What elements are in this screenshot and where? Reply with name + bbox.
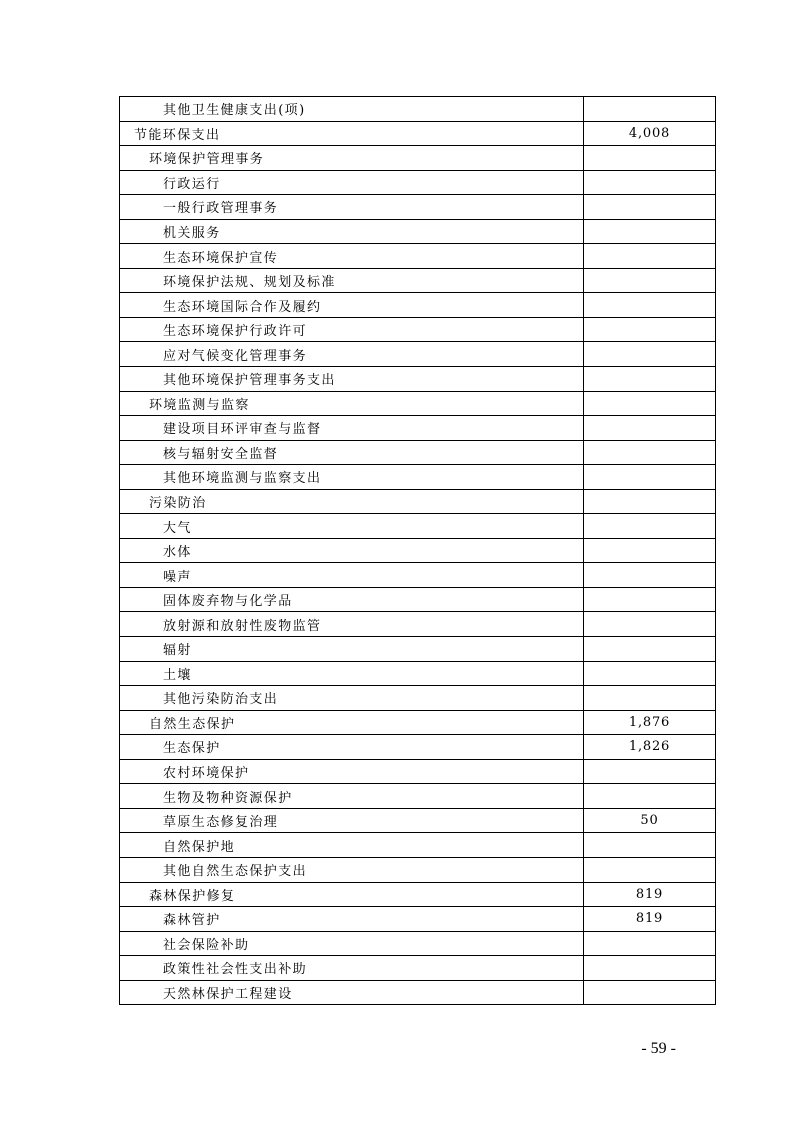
row-item-name: 噪声 xyxy=(120,563,584,588)
row-item-name: 环境监测与监察 xyxy=(120,391,584,416)
row-item-name: 行政运行 xyxy=(120,170,584,195)
table-row xyxy=(120,195,716,220)
row-item-name: 放射源和放射性废物监管 xyxy=(120,612,584,637)
page-number: - 59 - xyxy=(641,1040,676,1057)
row-item-name: 天然林保护工程建设 xyxy=(120,980,584,1005)
row-item-name: 其他卫生健康支出(项) xyxy=(120,97,584,122)
table-row xyxy=(120,661,716,686)
row-item-amount xyxy=(584,195,716,220)
table-row xyxy=(120,833,716,858)
row-item-name: 污染防治 xyxy=(120,489,584,514)
row-item-amount xyxy=(584,342,716,367)
table-body xyxy=(120,97,716,1005)
table-row xyxy=(120,121,716,146)
table-row xyxy=(120,907,716,932)
row-item-amount xyxy=(584,538,716,563)
table-row xyxy=(120,367,716,392)
table-row xyxy=(120,980,716,1005)
table-row xyxy=(120,956,716,981)
row-item-amount xyxy=(584,97,716,122)
table-row xyxy=(120,391,716,416)
row-item-amount xyxy=(584,219,716,244)
row-item-name: 环境保护管理事务 xyxy=(120,146,584,171)
row-item-name: 森林管护 xyxy=(120,907,584,932)
row-item-name: 建设项目环评审查与监督 xyxy=(120,416,584,441)
row-item-name: 生物及物种资源保护 xyxy=(120,784,584,809)
row-item-name: 水体 xyxy=(120,538,584,563)
row-item-name: 应对气候变化管理事务 xyxy=(120,342,584,367)
table-row xyxy=(120,808,716,833)
row-item-amount: 50 xyxy=(584,808,716,833)
row-item-amount xyxy=(584,661,716,686)
row-item-name: 节能环保支出 xyxy=(120,121,584,146)
row-item-amount xyxy=(584,293,716,318)
row-item-amount xyxy=(584,637,716,662)
row-item-name: 生态环境保护行政许可 xyxy=(120,317,584,342)
table-row xyxy=(120,612,716,637)
row-item-name: 其他环境监测与监察支出 xyxy=(120,465,584,490)
row-item-amount: 1,826 xyxy=(584,735,716,760)
table-row xyxy=(120,637,716,662)
table-row xyxy=(120,97,716,122)
row-item-name: 土壤 xyxy=(120,661,584,686)
row-item-amount xyxy=(584,587,716,612)
row-item-amount xyxy=(584,784,716,809)
table-row xyxy=(120,538,716,563)
table-row xyxy=(120,416,716,441)
row-item-amount xyxy=(584,391,716,416)
table-row xyxy=(120,170,716,195)
table-row xyxy=(120,931,716,956)
row-item-name: 政策性社会性支出补助 xyxy=(120,956,584,981)
row-item-name: 其他污染防治支出 xyxy=(120,686,584,711)
row-item-amount xyxy=(584,367,716,392)
row-item-name: 机关服务 xyxy=(120,219,584,244)
row-item-name: 其他环境保护管理事务支出 xyxy=(120,367,584,392)
table-row xyxy=(120,514,716,539)
table-row xyxy=(120,489,716,514)
table-row xyxy=(120,317,716,342)
table-row xyxy=(120,465,716,490)
row-item-name: 森林保护修复 xyxy=(120,882,584,907)
row-item-amount xyxy=(584,563,716,588)
row-item-amount xyxy=(584,833,716,858)
row-item-amount xyxy=(584,857,716,882)
row-item-name: 固体废弃物与化学品 xyxy=(120,587,584,612)
table-row xyxy=(120,244,716,269)
table-row xyxy=(120,710,716,735)
table-row xyxy=(120,563,716,588)
row-item-amount: 819 xyxy=(584,907,716,932)
row-item-amount: 819 xyxy=(584,882,716,907)
row-item-name: 生态环境保护宣传 xyxy=(120,244,584,269)
budget-table xyxy=(119,96,716,1005)
row-item-amount xyxy=(584,440,716,465)
row-item-name: 自然保护地 xyxy=(120,833,584,858)
table-row xyxy=(120,440,716,465)
row-item-amount xyxy=(584,931,716,956)
table-row xyxy=(120,587,716,612)
row-item-name: 大气 xyxy=(120,514,584,539)
row-item-name: 环境保护法规、规划及标准 xyxy=(120,268,584,293)
row-item-amount xyxy=(584,170,716,195)
row-item-name: 核与辐射安全监督 xyxy=(120,440,584,465)
row-item-amount xyxy=(584,317,716,342)
table-row xyxy=(120,735,716,760)
row-item-amount xyxy=(584,686,716,711)
row-item-amount xyxy=(584,268,716,293)
row-item-amount xyxy=(584,514,716,539)
table-row xyxy=(120,219,716,244)
row-item-amount xyxy=(584,489,716,514)
row-item-name: 社会保险补助 xyxy=(120,931,584,956)
row-item-amount xyxy=(584,980,716,1005)
row-item-name: 辐射 xyxy=(120,637,584,662)
row-item-name: 一般行政管理事务 xyxy=(120,195,584,220)
row-item-amount: 4,008 xyxy=(584,121,716,146)
row-item-amount xyxy=(584,956,716,981)
table-row xyxy=(120,146,716,171)
row-item-amount xyxy=(584,146,716,171)
row-item-name: 农村环境保护 xyxy=(120,759,584,784)
table-row xyxy=(120,342,716,367)
table-row xyxy=(120,759,716,784)
row-item-amount xyxy=(584,759,716,784)
row-item-name: 草原生态修复治理 xyxy=(120,808,584,833)
row-item-name: 生态环境国际合作及履约 xyxy=(120,293,584,318)
row-item-amount xyxy=(584,244,716,269)
row-item-name: 自然生态保护 xyxy=(120,710,584,735)
row-item-name: 生态保护 xyxy=(120,735,584,760)
table-row xyxy=(120,882,716,907)
row-item-name: 其他自然生态保护支出 xyxy=(120,857,584,882)
table-row xyxy=(120,293,716,318)
table-row xyxy=(120,686,716,711)
row-item-amount xyxy=(584,612,716,637)
table-row xyxy=(120,857,716,882)
table-row xyxy=(120,268,716,293)
row-item-amount: 1,876 xyxy=(584,710,716,735)
row-item-amount xyxy=(584,465,716,490)
row-item-amount xyxy=(584,416,716,441)
table-row xyxy=(120,784,716,809)
